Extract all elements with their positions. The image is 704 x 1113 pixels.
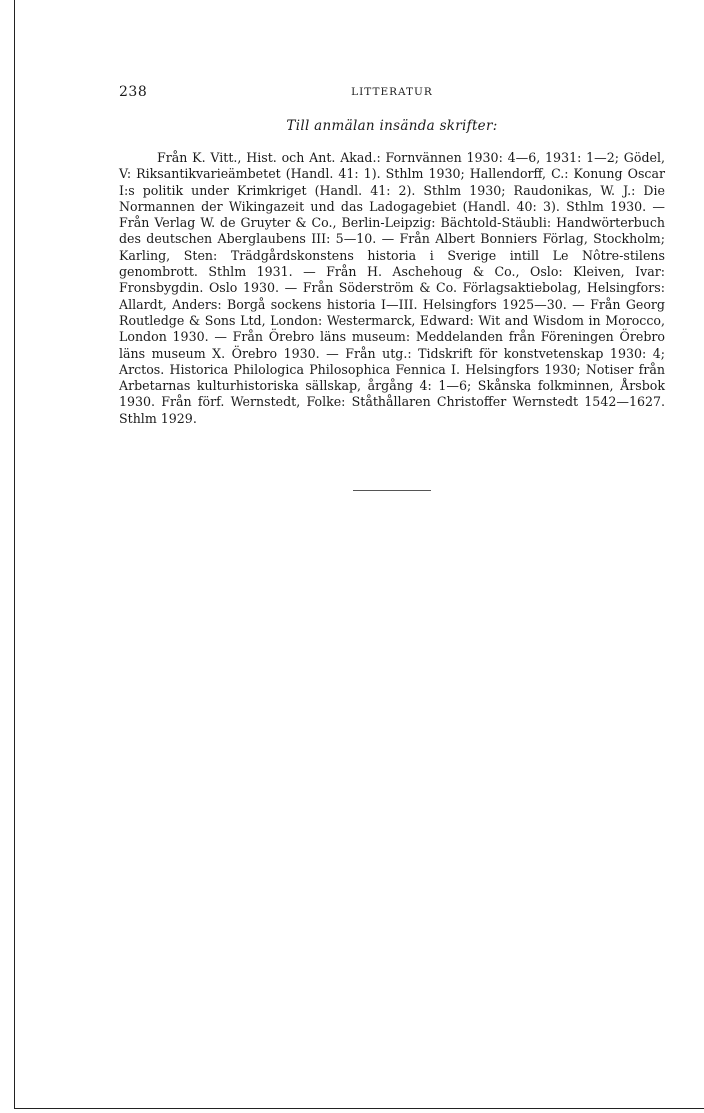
page-header bbox=[119, 84, 665, 102]
section-end-rule bbox=[353, 490, 431, 491]
scan-bottom-border bbox=[14, 1108, 704, 1109]
scan-left-border bbox=[14, 0, 15, 1108]
body-paragraph: Från K. Vitt., Hist. och Ant. Akad.: Fornvännen 1930: 4—6, 1931: 1—2; Gödel, V: Riksantikvarieämbetet (Handl. 41: 1). Sthlm 1930; Hallendorff, C.: Konung Oscar I:s politik under Krimkriget (Handl. 41: 2). Sthlm 1930; Raudonikas, W. J.: Die Normannen der Wikingazeit und das Ladogagebiet (Handl. 40: 3). Sthlm 1930. — Från Verlag W. de Gruyter & Co., Berlin-Leipzig: Bächtold-Stäubli: Handwörterbuch des deutschen Aberglaubens III: 5—10. — Från Albert Bonniers Förlag, Stockholm; Karling, Sten: Trädgårdskonstens historia i Sverige intill Le Nôtre-stilens genombrott. Sthlm 1931. — Från H. Aschehoug & Co., Oslo: Kleiven, Ivar: Fronsbygdin. Oslo 1930. — Från Söderström & Co. Förlagsaktiebolag, Helsingfors: Allardt, Anders: Borgå sockens historia I—III. Helsingfors 1925—30. — Från Georg Routledge & Sons Ltd, London: Westermarck, Edward: Wit and Wisdom in Morocco, London 1930. — Från Örebro läns museum: Meddelanden från Föreningen Örebro läns museum X. Örebro 1930. — Från utg.: Tidskrift för konstvetenskap 1930: 4; Arctos. Historica Philologica Philosophica Fennica I. Helsingfors 1930; Notiser från Arbetarnas kulturhistoriska sällskap, årgång 4: 1—6; Skånska folkminnen, Årsbok 1930. Från förf. Wernstedt, Folke: Ståthållaren Christoffer Wernstedt 1542—1627. Sthlm 1929. bbox=[119, 150, 665, 426]
running-title: LITTERATUR bbox=[351, 86, 433, 98]
page-number: 238 bbox=[119, 84, 148, 100]
section-heading: Till anmälan insända skrifter: bbox=[286, 118, 498, 134]
